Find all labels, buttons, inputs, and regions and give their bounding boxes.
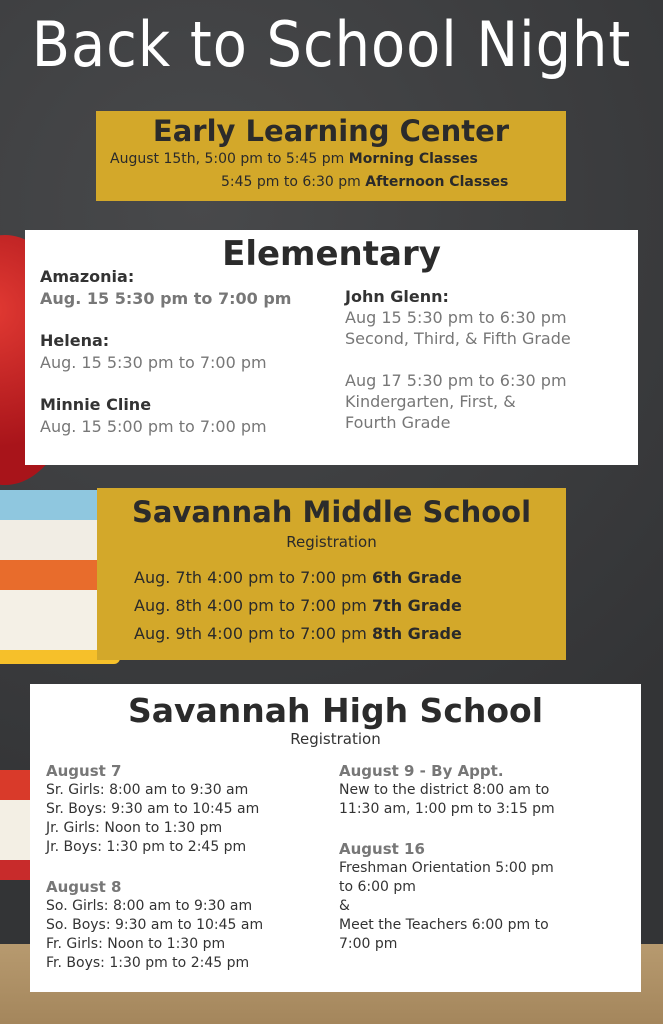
elementary-panel [25, 230, 638, 465]
aug7-line: Sr. Boys: 9:30 am to 10:45 am [46, 801, 260, 817]
aug9-line: 11:30 am, 1:00 pm to 3:15 pm [339, 801, 555, 817]
high-school-subheading: Registration [290, 730, 381, 748]
aug16-line: & [339, 898, 350, 914]
john-glenn-grades-2b: Fourth Grade [345, 413, 451, 432]
aug9-line: New to the district 8:00 am to [339, 782, 550, 798]
middle-school-heading: Savannah Middle School [131, 495, 532, 529]
aug7-date: August 7 [46, 762, 122, 780]
aug7-line: Jr. Girls: Noon to 1:30 pm [46, 820, 223, 836]
aug8-line: So. Girls: 8:00 am to 9:30 am [46, 898, 253, 914]
minnie-cline-name: Minnie Cline [40, 395, 152, 414]
elc-morning-label: Morning Classes [348, 151, 478, 167]
aug7-line: Sr. Girls: 8:00 am to 9:30 am [46, 782, 249, 798]
aug8-line: So. Boys: 9:30 am to 10:45 am [46, 917, 264, 933]
john-glenn-name: John Glenn: [345, 287, 449, 306]
aug8-line: Fr. Girls: Noon to 1:30 pm [46, 936, 226, 952]
amazonia-time: Aug. 15 5:30 pm to 7:00 pm [40, 289, 292, 308]
elementary-heading: Elementary [222, 234, 441, 274]
high-school-panel [30, 684, 641, 992]
john-glenn-grades-2a: Kindergarten, First, & [345, 392, 516, 411]
middle-row-7th: Aug. 8th 4:00 pm to 7:00 pm 7th Grade [134, 596, 462, 615]
elc-afternoon-label: Afternoon Classes [365, 174, 509, 190]
elc-heading: Early Learning Center [152, 114, 510, 148]
middle-row-8th: Aug. 9th 4:00 pm to 7:00 pm 8th Grade [134, 624, 462, 643]
aug7-line: Jr. Boys: 1:30 pm to 2:45 pm [46, 839, 247, 855]
john-glenn-time-1: Aug 15 5:30 pm to 6:30 pm [345, 308, 567, 327]
john-glenn-time-2: Aug 17 5:30 pm to 6:30 pm [345, 371, 567, 390]
john-glenn-grades-1: Second, Third, & Fifth Grade [345, 329, 571, 348]
page-title: Back to School Night [31, 8, 632, 81]
middle-school-subheading: Registration [286, 533, 377, 551]
minnie-cline-time: Aug. 15 5:00 pm to 7:00 pm [40, 417, 267, 436]
aug16-line: 7:00 pm [339, 936, 398, 952]
aug16-line: Freshman Orientation 5:00 pm [339, 860, 554, 876]
helena-name: Helena: [40, 331, 110, 350]
elc-afternoon-time: 5:45 pm to 6:30 pm [221, 174, 361, 190]
amazonia-name: Amazonia: [40, 267, 135, 286]
elc-morning-time: August 15th, 5:00 pm to 5:45 pm [110, 151, 345, 167]
elc-panel [96, 111, 566, 201]
aug16-line: to 6:00 pm [339, 879, 416, 895]
aug9-date: August 9 - By Appt. [339, 762, 504, 780]
helena-time: Aug. 15 5:30 pm to 7:00 pm [40, 353, 267, 372]
high-school-heading: Savannah High School [127, 691, 544, 730]
middle-school-panel [97, 488, 566, 660]
aug8-date: August 8 [46, 878, 122, 896]
aug16-date: August 16 [339, 840, 425, 858]
aug16-line: Meet the Teachers 6:00 pm to [339, 917, 549, 933]
middle-row-6th: Aug. 7th 4:00 pm to 7:00 pm 6th Grade [134, 568, 462, 587]
aug8-line: Fr. Boys: 1:30 pm to 2:45 pm [46, 955, 250, 971]
